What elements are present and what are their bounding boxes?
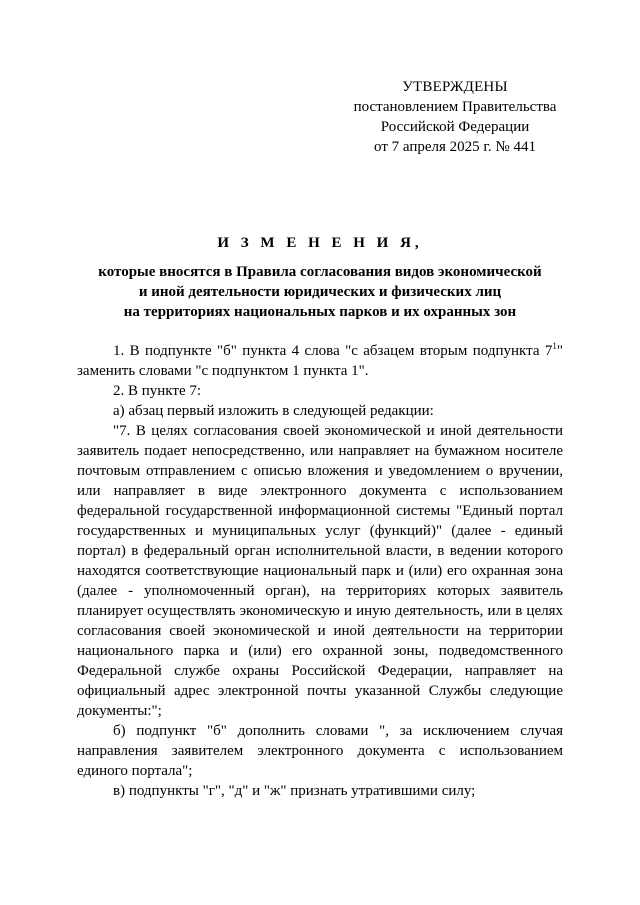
paragraph-1-part-a: 1. В подпункте "б" пункта 4 слова "с абзацем вторым подпункта 7 [113,343,553,359]
title-subtitle-line-3: на территориях национальных парков и их охранных зон [123,304,517,320]
approval-line-1: постановлением Правительства [353,99,557,115]
title-subtitle-line-2: и иной деятельности юридических и физических лиц [138,284,502,300]
paragraph-1-part-b: " заменить словами "с подпунктом 1 пункта 1". [77,343,563,379]
paragraph-3: а) абзац первый изложить в следующей редакции: [113,403,434,419]
approval-line-2: Российской Федерации [380,119,530,135]
document-title [77,233,563,322]
title-main: И З М Е Н Е Н И Я, [217,235,423,251]
approval-heading: УТВЕРЖДЕНЫ [402,79,508,95]
document-body [77,341,563,801]
paragraph-1 [77,341,563,381]
paragraph-1-superscript: 1 [552,341,557,351]
paragraph-6: в) подпункты "г", "д" и "ж" признать утратившими силу; [113,783,476,799]
paragraph-4: "7. В целях согласования своей экономической и иной деятельности заявитель подает непосредственно, или направляет на бумажном носителе почтовым отправлением с описью вложения и уведомлением о вручении, или направляет в виде электронного документа с использованием федеральной государственной информационной системы "Единый портал государственных и муниципальных услуг (функций)" (далее - единый портал) в федеральный орган исполнительной власти, в ведении которого находятся соответствующие национальный парк и (или) его охранная зона (далее - уполномоченный орган), на территориях которых заявитель планирует осуществлять экономическую и иную деятельность, или в целях согласования своей экономической и иной деятельности на территории национального парка и (или) его охранной зоны, подведомственного Федеральной службе охраны Российской Федерации, направляет на официальный адрес электронной почты указанной Службы следующие документы:"; [77,423,563,719]
approval-block [320,77,590,157]
approval-line-3: от 7 апреля 2025 г. № 441 [374,139,536,155]
paragraph-2: 2. В пункте 7: [113,383,202,399]
paragraph-5: б) подпункт "б" дополнить словами ", за исключением случая направления заявителем электронного документа с использованием единого портала"; [77,723,563,779]
title-subtitle-line-1: которые вносятся в Правила согласования видов экономической [98,264,542,280]
